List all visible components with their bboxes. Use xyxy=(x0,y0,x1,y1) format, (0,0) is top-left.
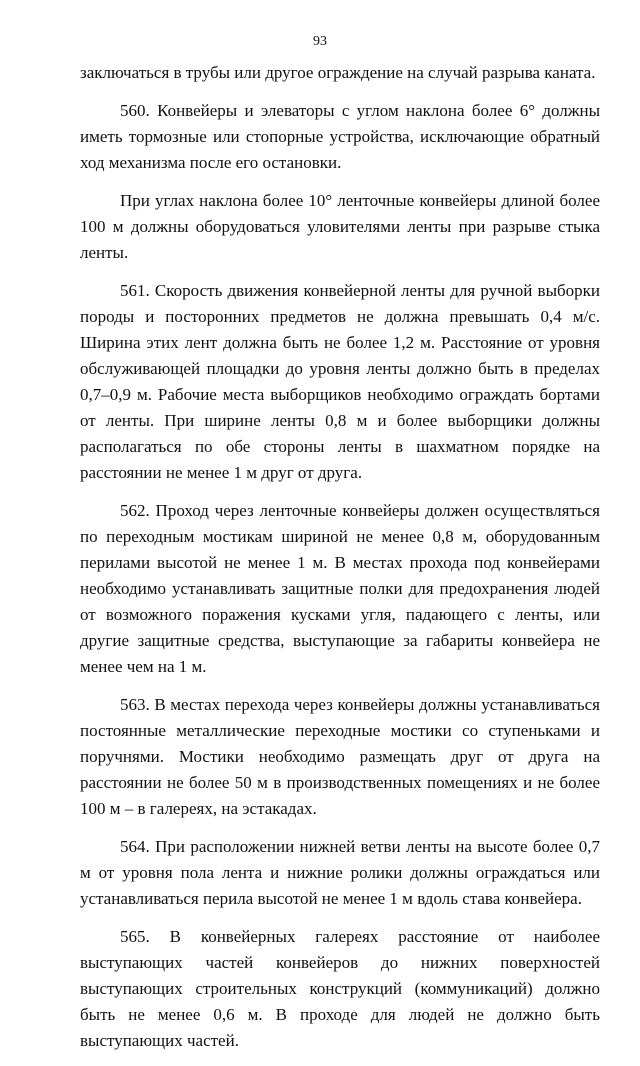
body-text xyxy=(80,60,600,1066)
paragraph-560: 560. Конвейеры и элеваторы с углом наклона более 6° должны иметь тормозные или стопорные устройства, исключающие обратный ход механизма после его остановки. xyxy=(80,101,600,172)
paragraph-continuation: заключаться в трубы или другое ограждение на случай разрыва каната. xyxy=(80,63,596,82)
paragraph-561: 561. Скорость движения конвейерной ленты для ручной выборки породы и посторонних предметов не должна превышать 0,4 м/с. Ширина этих лент должна быть не более 1,2 м. Расстояние от уровня обслуживающей площадки до уровня ленты должно быть в пределах 0,7–0,9 м. Рабочие места выборщиков необходимо ограждать бортами от ленты. При ширине ленты 0,8 м и более выборщики должны располагаться по обе стороны ленты в шахматном порядке на расстоянии не менее 1 м друг от друга. xyxy=(80,281,600,482)
paragraph-562: 562. Проход через ленточные конвейеры должен осуществляться по переходным мостикам шириной не менее 0,8 м, оборудованным перилами высотой не менее 1 м. В местах прохода под конвейерами необходимо устанавливать защитные полки для предохранения людей от возможного поражения кусками угля, падающего с ленты, или другие защитные средства, выступающие за габариты конвейера не менее чем на 1 м. xyxy=(80,501,600,676)
paragraph-563: 563. В местах перехода через конвейеры должны устанавливаться постоянные металлические переходные мостики со ступеньками и поручнями. Мостики необходимо размещать друг от друга на расстоянии не более 50 м в производственных помещениях и не более 100 м – в галереях, на эстакадах. xyxy=(80,695,600,818)
paragraph-565: 565. В конвейерных галереях расстояние от наиболее выступающих частей конвейеров до нижних поверхностей выступающих строительных конструкций (коммуникаций) должно быть не менее 0,6 м. В проходе для людей не должно быть выступающих частей. xyxy=(80,927,600,1050)
paragraph-564: 564. При расположении нижней ветви ленты на высоте более 0,7 м от уровня пола лента и нижние ролики должны ограждаться или устанавливаться перила высотой не менее 1 м вдоль става конвейера. xyxy=(80,837,600,908)
paragraph-560-continued: При углах наклона более 10° ленточные конвейеры длиной более 100 м должны оборудоваться уловителями ленты при разрыве стыка ленты. xyxy=(80,191,600,262)
page-number: 93 xyxy=(313,34,327,49)
